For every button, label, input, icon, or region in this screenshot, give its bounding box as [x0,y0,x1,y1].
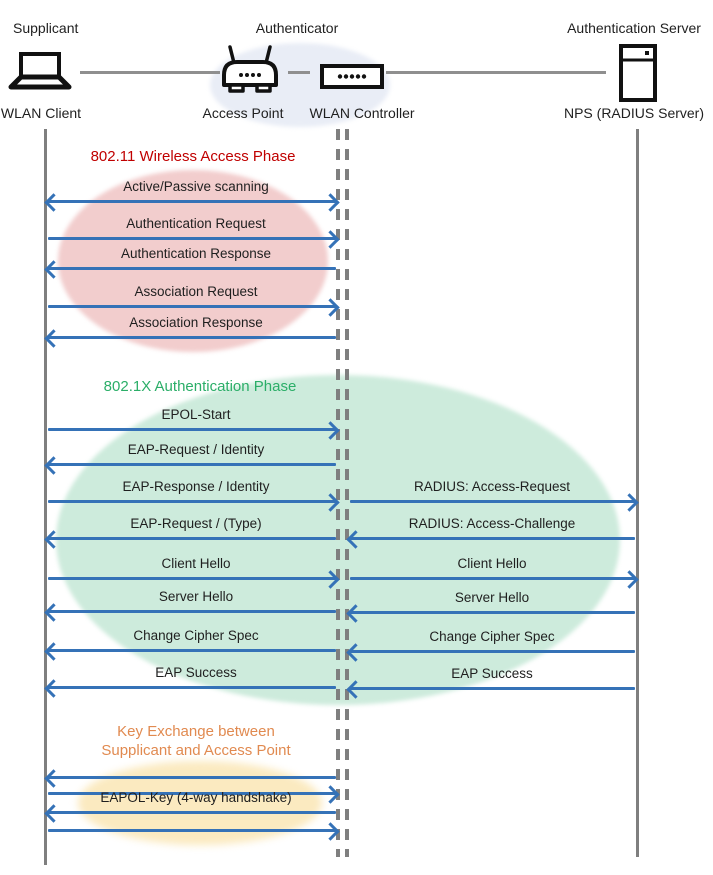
connector-line-middle [288,71,310,74]
arrowhead-left-icon [44,679,62,697]
phase3-title-line-2: Supplicant and Access Point [101,742,291,759]
message-label: EAPOL-Key (4-way handshake) [100,790,292,805]
message-arrow-right [48,577,336,580]
lifeline-wlan-client [44,129,47,865]
message-arrow-left [48,463,336,466]
message-label: Change Cipher Spec [429,629,555,644]
message-label: EAP-Response / Identity [122,479,270,494]
message-label: RADIUS: Access-Challenge [408,516,576,531]
message-arrow-right [48,428,336,431]
message-label: EAP-Request / (Type) [130,516,262,531]
device-label-wlan-client: WLAN Client [0,105,82,121]
message-label: Authentication Response [120,246,272,261]
message-arrow-right [350,500,635,503]
lifeline-nps-server [636,129,639,857]
message-label: Server Hello [158,589,234,604]
laptop-icon [8,51,72,93]
message-label: EAP-Request / Identity [127,442,265,457]
device-label-access-point: Access Point [202,105,284,121]
message-arrow-left [48,267,336,270]
role-label-authentication-server: Authentication Server [567,20,701,36]
message-label: Change Cipher Spec [133,628,259,643]
message-label: Association Response [129,315,263,330]
wlan-controller-icon [320,64,384,89]
device-label-wlan-controller: WLAN Controller [309,105,415,121]
message-label: Client Hello [161,556,231,571]
arrowhead-left-icon [44,329,62,347]
arrowhead-left-icon [44,193,62,211]
phase2-title-line: 802.1X Authentication Phase [103,378,297,395]
phase3-title-line-1: Key Exchange between [117,723,275,740]
connector-line-left [80,71,220,74]
access-point-icon [220,44,280,94]
message-arrow-left [48,776,336,779]
arrowhead-left-icon [44,603,62,621]
arrowhead-left-icon [44,642,62,660]
message-arrow-left [48,686,336,689]
phase1-title [91,147,296,166]
message-arrow-left [48,336,336,339]
message-arrow-left [350,611,635,614]
message-arrow-left [350,687,635,690]
arrowhead-left-icon [44,769,62,787]
message-arrow-right [48,500,336,503]
message-label: Server Hello [454,590,530,605]
message-arrow-right [350,577,635,580]
message-arrow-left [48,649,336,652]
role-label-authenticator: Authenticator [255,20,339,36]
message-label: Active/Passive scanning [123,179,269,194]
message-label: EPOL-Start [161,407,231,422]
role-label-supplicant: Supplicant [13,20,79,36]
phase1-title-line: 802.11 Wireless Access Phase [90,148,296,165]
message-label: Authentication Request [126,216,266,231]
message-label: Client Hello [457,556,527,571]
message-arrow-left [48,610,336,613]
message-arrow-left [48,811,336,814]
message-label: RADIUS: Access-Request [413,479,571,494]
device-label-nps-radius-server: NPS (RADIUS Server) [563,105,705,121]
server-icon [619,44,657,102]
message-label: Association Request [134,284,258,299]
message-arrow-right [48,829,336,832]
message-label: EAP Success [451,666,533,681]
phase2-title [104,377,297,396]
message-arrow-left [350,537,635,540]
message-arrow-right [48,305,336,308]
message-arrow-both [48,200,336,203]
arrowhead-left-icon [44,804,62,822]
connector-line-right [386,71,606,74]
message-label: EAP Success [155,665,237,680]
message-arrow-right [48,237,336,240]
message-arrow-left [48,537,336,540]
message-arrow-left [350,650,635,653]
phase3-title [101,722,290,760]
lifeline-wlan-controller-dashed-2 [345,129,349,857]
arrowhead-left-icon [44,456,62,474]
